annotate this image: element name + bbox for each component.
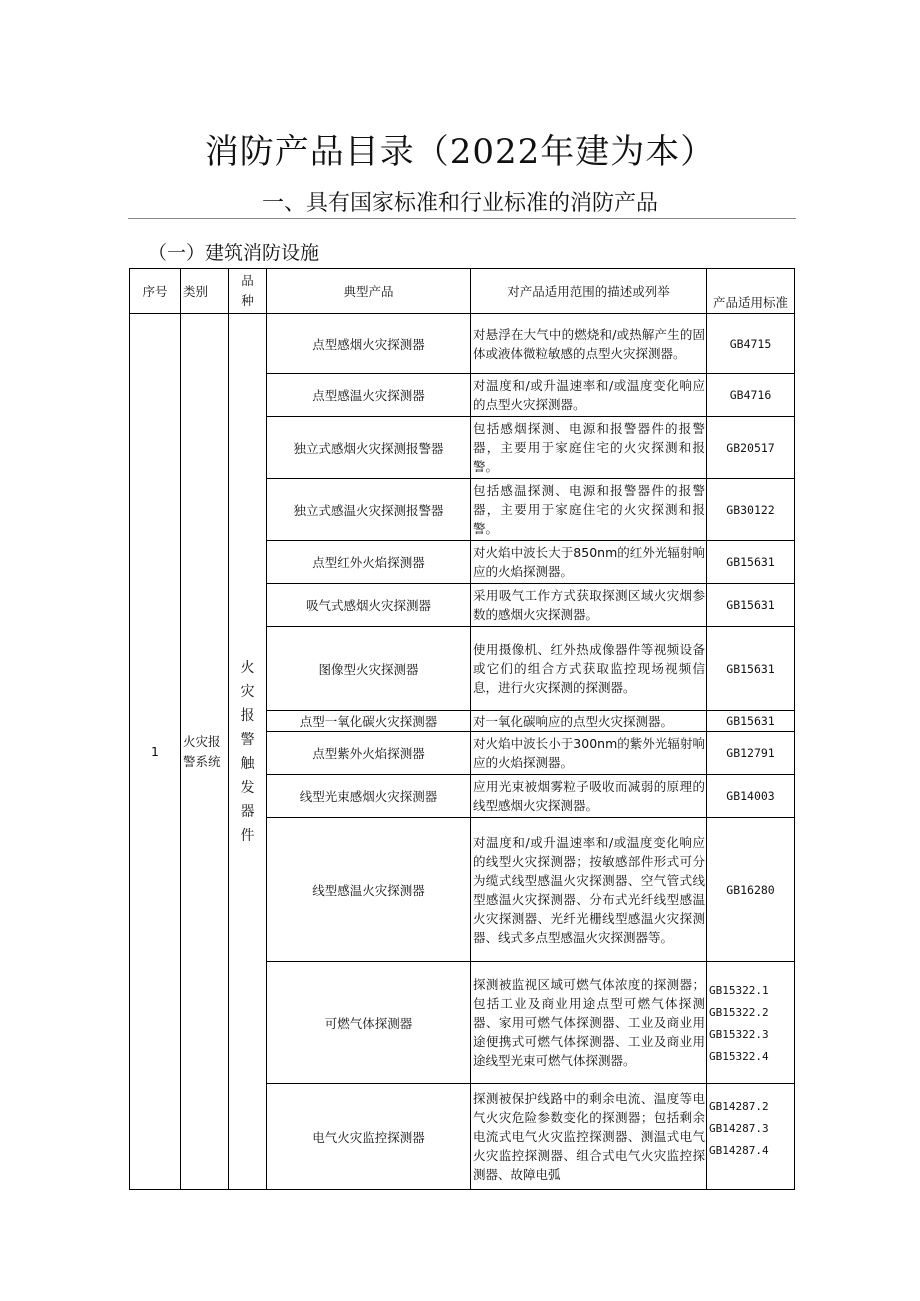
description-cell: 探测被监视区域可燃气体浓度的探测器；包括工业及商业用途点型可燃气体探测器、家用可燃气体探测器、工业及商业用途便携式可燃气体探测器、工业及商业用途线型光束可燃气体探测器。: [471, 962, 707, 1084]
product-cell: 线型光束感烟火灾探测器: [267, 775, 471, 818]
description-cell: 对温度和/或升温速率和/或温度变化响应的点型火灾探测器。: [471, 374, 707, 417]
description-cell: 对温度和/或升温速率和/或温度变化响应的线型火灾探测器；按敏感部件形式可分为缆式线型感温火灾探测器、空气管式线型感温火灾探测器、分布式光纤线型感温火灾探测器、光纤光栅线型感温火灾探测器、线式多点型感温火灾探测器等。: [471, 818, 707, 962]
standard-cell: GB4715: [707, 314, 795, 374]
description-cell: 对火焰中波长小于300nm的紫外光辐射响应的火焰探测器。: [471, 732, 707, 775]
divider-rule: [128, 218, 796, 219]
document-subtitle: 一、具有国家标准和行业标准的消防产品: [261, 191, 658, 216]
product-cell: 独立式感烟火灾探测报警器: [267, 417, 471, 479]
standard-cell: GB12791: [707, 732, 795, 775]
category-cell: 火灾报警系统: [181, 314, 229, 1190]
description-cell: 对悬浮在大气中的燃烧和/或热解产生的固体或液体微粒敏感的点型火灾探测器。: [471, 314, 707, 374]
product-cell: 点型一氧化碳火灾探测器: [267, 711, 471, 732]
product-cell: 图像型火灾探测器: [267, 627, 471, 711]
description-cell: 包括感温探测、电源和报警器件的报警器，主要用于家庭住宅的火灾探测和报警。: [471, 479, 707, 541]
product-cell: 点型紫外火焰探测器: [267, 732, 471, 775]
product-cell: 点型感温火灾探测器: [267, 374, 471, 417]
product-cell: 点型感烟火灾探测器: [267, 314, 471, 374]
table-header-row: [130, 269, 795, 314]
description-cell: 对火焰中波长大于850nm的红外光辐射响应的火焰探测器。: [471, 541, 707, 584]
header-category: 类别: [181, 269, 229, 314]
standard-cell: GB4716: [707, 374, 795, 417]
header-standard: 产品适用标准: [707, 269, 795, 314]
header-seq: 序号: [130, 269, 181, 314]
standard-cell: GB16280: [707, 818, 795, 962]
standard-cell: GB15631: [707, 541, 795, 584]
product-cell: 吸气式感烟火灾探测器: [267, 584, 471, 627]
header-product: 典型产品: [267, 269, 471, 314]
standard-line: GB15322.3: [709, 1028, 769, 1041]
table-row: [130, 314, 795, 374]
product-cell: 电气火灾监控探测器: [267, 1084, 471, 1190]
section-heading: （一）建筑消防设施: [148, 242, 320, 264]
header-variety: 品种: [229, 269, 267, 314]
standard-cell: GB15631: [707, 627, 795, 711]
description-cell: 对一氧化碳响应的点型火灾探测器。: [471, 711, 707, 732]
product-cell: 点型红外火焰探测器: [267, 541, 471, 584]
variety-cell: 火灾报警触发器件: [229, 314, 267, 1190]
product-table: [129, 268, 795, 1190]
standard-cell: GB20517: [707, 417, 795, 479]
standard-line: GB14287.4: [709, 1144, 769, 1157]
standard-line: GB14287.2: [709, 1100, 769, 1113]
standard-cell: GB30122: [707, 479, 795, 541]
standard-cell: GB15631: [707, 584, 795, 627]
standard-cell: GB14003: [707, 775, 795, 818]
standard-cell: [707, 1084, 795, 1190]
standard-cell: GB15631: [707, 711, 795, 732]
product-cell: 线型感温火灾探测器: [267, 818, 471, 962]
standard-line: GB15322.2: [709, 1006, 769, 1019]
header-description: 对产品适用范围的描述或列举: [471, 269, 707, 314]
product-cell: 独立式感温火灾探测报警器: [267, 479, 471, 541]
standard-line: GB15322.1: [709, 984, 769, 997]
description-cell: 包括感烟探测、电源和报警器件的报警器，主要用于家庭住宅的火灾探测和报警。: [471, 417, 707, 479]
description-cell: 采用吸气工作方式获取探测区域火灾烟参数的感烟火灾探测器。: [471, 584, 707, 627]
standard-line: GB15322.4: [709, 1050, 769, 1063]
standard-line: GB14287.3: [709, 1122, 769, 1135]
seq-cell: 1: [130, 314, 181, 1190]
standard-cell: [707, 962, 795, 1084]
document-title: 消防产品目录（2022年建为本）: [204, 132, 716, 172]
description-cell: 探测被保护线路中的剩余电流、温度等电气火灾危险参数变化的探测器；包括剩余电流式电气火灾监控探测器、测温式电气火灾监控探测器、组合式电气火灾监控探测器、故障电弧: [471, 1084, 707, 1190]
product-cell: 可燃气体探测器: [267, 962, 471, 1084]
description-cell: 应用光束被烟雾粒子吸收而减弱的原理的线型感烟火灾探测器。: [471, 775, 707, 818]
description-cell: 使用摄像机、红外热成像器件等视频设备或它们的组合方式获取监控现场视频信息，进行火灾探测的探测器。: [471, 627, 707, 711]
